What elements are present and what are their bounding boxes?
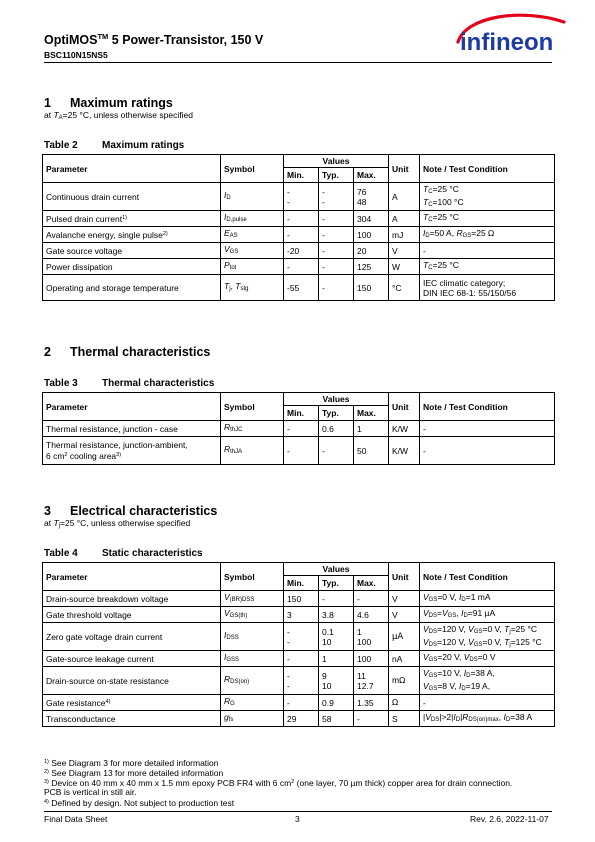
table-row: Operating and storage temperature $T_j$, $T_{stg}$ -55 - 150 °C IEC climatic category; DIN IEC 68-1: 55/150/56 [43,275,555,301]
table-4-title: Table 4 Static characteristics [44,548,203,559]
footer-doc-type: Final Data Sheet [44,814,108,824]
col-note: Note / Test Condition [420,155,555,183]
col-max: Max. [354,168,389,183]
table-2-title: Table 2 Maximum ratings [44,140,185,151]
col-unit: Unit [389,563,420,591]
table-3-title: Table 3 Thermal characteristics [44,378,215,389]
col-min: Min. [284,576,319,591]
col-symbol: Symbol [221,155,284,183]
col-parameter: Parameter [43,563,221,591]
table-row: Gate threshold voltage $V_{GS(th)}$ 3 3.8 4.6 V $V_{DS}=V_{GS}$, $I_D=91$ µA [43,607,555,623]
section-1-subtitle: at $T_A=25$ °C, unless otherwise specified [44,110,193,121]
section-3-title: 3 Electrical characteristics [44,504,218,518]
svg-text:infineon: infineon [460,29,554,56]
col-max: Max. [354,406,389,421]
table-row: Zero gate voltage drain current $I_{DSS}$ - - 0.1 10 1 100 µA $V_{DS}=120$ V, $V_{GS}=0$ V, $T_j=25$ °C $V_{DS}=120$ V, $V_{GS}=0$ V, $T_j=125$ °C [43,623,555,651]
col-note: Note / Test Condition [420,563,555,591]
section-1-title: 1 Maximum ratings [44,96,173,110]
table-row: Gate-source leakage current $I_{GSS}$ - 1 100 nA $V_{GS}=20$ V, $V_{DS}=0$ V [43,651,555,667]
col-unit: Unit [389,393,420,421]
table-row: Pulsed drain current$^{1)}$ $I_{D,pulse}$ - - 304 A $T_C=25$ °C [43,211,555,227]
col-note: Note / Test Condition [420,393,555,421]
col-unit: Unit [389,155,420,183]
table-row: Thermal resistance, junction - case $R_{thJC}$ - 0.6 1 K/W - [43,421,555,437]
col-max: Max. [354,576,389,591]
col-values: Values [284,393,389,406]
maximum-ratings-table [42,154,555,301]
table-row: Power dissipation $P_{tot}$ - - 125 W $T_C=25$ °C [43,259,555,275]
col-symbol: Symbol [221,393,284,421]
footnote-1: $^{1)}$ See Diagram 3 for more detailed information [44,758,219,768]
table-row: Drain-source on-state resistance $R_{DS(on)}$ - - 9 10 11 12.7 mΩ $V_{GS}=10$ V, $I_D=38$ A, $V_{GS}=8$ V, $I_D=19$ A, [43,667,555,695]
col-min: Min. [284,168,319,183]
document-title: OptiMOS™ 5 Power-Transistor, 150 V [44,32,264,47]
table-row: Transconductance $g_{fs}$ 29 58 - S $|V_{DS}|>2|I_D|R_{DS(on)max}$, $I_D=38$ A [43,711,555,727]
footnote-3-cont: PCB is vertical in still air. [44,787,137,797]
col-parameter: Parameter [43,155,221,183]
table-row: Thermal resistance, junction-ambient, 6 $cm^2$ cooling area$^{3)}$ $R_{thJA}$ - - 50 K/W - [43,437,555,465]
footer-page-number: 3 [295,814,300,824]
footer-divider [44,811,552,812]
static-characteristics-table [42,562,555,727]
table-row: Gate source voltage $V_{GS}$ -20 - 20 V - [43,243,555,259]
col-min: Min. [284,406,319,421]
col-typ: Typ. [319,168,354,183]
table-row: Continuous drain current $I_D$ - - - - 76 48 A $T_C=25$ °C $T_C=100$ °C [43,183,555,211]
infineon-logo [452,12,568,58]
footnote-2: $^{2)}$ See Diagram 13 for more detailed information [44,768,224,778]
table-row: Avalanche energy, single pulse$^{2)}$ $E_{AS}$ - - 100 mJ $I_D=50$ A, $R_{GS}=25$ Ω [43,227,555,243]
footnote-4: $^{4)}$ Defined by design. Not subject to production test [44,798,235,808]
col-symbol: Symbol [221,563,284,591]
footer-revision: Rev. 2.6, 2022-11-07 [470,814,549,824]
thermal-characteristics-table [42,392,555,465]
section-2-title: 2 Thermal characteristics [44,345,211,359]
section-3-subtitle: at $T_j=25$ °C, unless otherwise specified [44,518,191,529]
table-row: Gate resistance$^{4)}$ $R_G$ - 0.9 1.35 Ω - [43,695,555,711]
col-values: Values [284,563,389,576]
header-divider [44,62,552,63]
col-typ: Typ. [319,576,354,591]
col-values: Values [284,155,389,168]
col-parameter: Parameter [43,393,221,421]
footnote-3: $^{3)}$ Device on 40 mm x 40 mm x 1.5 mm epoxy PCB FR4 with 6 $cm^2$ (one layer, 70 µm thick) copper area for drain connection. [44,778,513,788]
part-number: BSC110N15NS5 [44,50,108,60]
col-typ: Typ. [319,406,354,421]
table-row: Drain-source breakdown voltage $V_{(BR)DSS}$ 150 - - V $V_{GS}=0$ V, $I_D=1$ mA [43,591,555,607]
